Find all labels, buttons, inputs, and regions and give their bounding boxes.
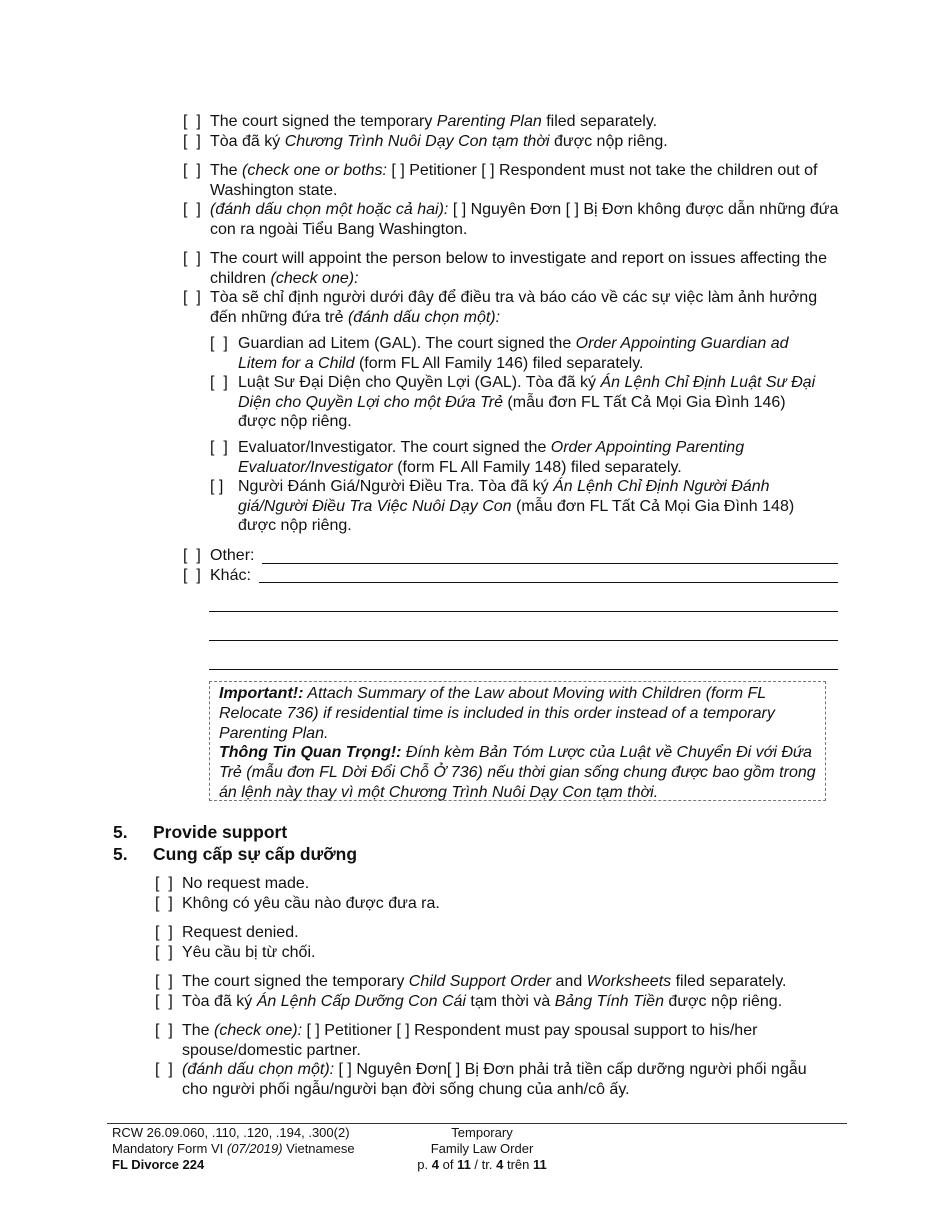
washington-option-en[interactable] — [183, 161, 843, 200]
option-instruction: (check one): — [270, 269, 359, 287]
footer-form-version: Mandatory Form VI (07/2019) Vietnamese — [112, 1141, 355, 1156]
footer-center — [392, 1125, 572, 1173]
option-text: and — [551, 973, 587, 990]
checkbox[interactable]: [ ] — [210, 335, 228, 352]
gal-option-en[interactable] — [210, 334, 822, 373]
option-text: The — [182, 1022, 215, 1039]
gal-option-vi[interactable] — [210, 373, 822, 432]
checkbox[interactable]: [ ] — [155, 1022, 173, 1039]
other-option-en[interactable] — [183, 546, 263, 566]
option-text: Người Đánh Giá/Người Điều Tra. Tòa đã ký — [238, 478, 554, 495]
blank-fill-line[interactable] — [209, 611, 838, 612]
option-text: [ ] Nguyên Đơn [ ] Bị Đơn không được dẫn những đứa con ra ngoài Tiểu Bang Washington. — [210, 201, 839, 238]
other-fill-line[interactable] — [259, 582, 838, 583]
option-instruction: (đánh dấu chọn một): — [182, 1061, 335, 1078]
appoint-option-en[interactable] — [183, 249, 843, 288]
request-denied-option-en[interactable] — [155, 923, 835, 943]
option-form-name: Chương Trình Nuôi Dạy Con tạm thời — [284, 133, 550, 150]
option-text: tạm thời và — [465, 993, 555, 1010]
option-text: Không có yêu cầu nào được đưa ra. — [182, 895, 440, 912]
footer-form-id: FL Divorce 224 — [112, 1157, 205, 1172]
checkbox[interactable]: [ ] — [210, 478, 224, 495]
section-title: Provide support — [153, 822, 288, 842]
section-title: Cung cấp sự cấp dưỡng — [153, 844, 358, 864]
section-number: 5. — [113, 822, 128, 842]
checkbox[interactable]: [ ] — [183, 113, 201, 130]
footer-rcw: RCW 26.09.060, .110, .120, .194, .300(2) — [112, 1125, 350, 1140]
checkbox[interactable]: [ ] — [183, 250, 201, 267]
option-text: The court signed the temporary — [182, 973, 409, 990]
option-instruction: (đánh dấu chọn một): — [347, 308, 501, 326]
checkbox[interactable]: [ ] — [210, 374, 228, 391]
request-denied-option-vi[interactable] — [155, 943, 835, 963]
option-instruction: (check one): — [214, 1022, 303, 1039]
notice-text: Attach Summary of the Law about Moving with Children (form FL Relocate 736) if residential time is included in this order instead of a temporary Parenting Plan. — [219, 685, 775, 742]
option-text: The — [210, 162, 243, 179]
option-text: Guardian ad Litem (GAL). The court signed the — [238, 335, 576, 352]
evaluator-option-en[interactable] — [210, 438, 822, 477]
option-instruction: (check one or boths: — [242, 162, 387, 179]
checkbox[interactable]: [ ] — [183, 162, 201, 179]
important-notice-box — [209, 681, 826, 801]
evaluator-option-vi[interactable] — [210, 477, 826, 536]
checkbox[interactable]: [ ] — [155, 1061, 173, 1078]
option-instruction: (đánh dấu chọn một hoặc cả hai): — [210, 201, 449, 218]
option-text: Request denied. — [182, 924, 299, 941]
notice-label: Important!: — [219, 685, 304, 702]
option-form-name: Order Appointing Guardian ad Litem for a Child — [238, 335, 789, 372]
checkbox[interactable]: [ ] — [183, 289, 201, 306]
option-text: Tòa sẽ chỉ định người dưới đây để điều tra và báo cáo về các sự việc làm ảnh hưởng đến những đứa trẻ — [210, 289, 818, 326]
section-heading-en — [113, 822, 287, 843]
parenting-plan-option-en[interactable] — [183, 112, 843, 132]
option-text: Tòa đã ký — [182, 993, 257, 1010]
option-text: Khác: — [210, 567, 251, 584]
option-form-name: Án Lệnh Chỉ Định Luật Sư Đại Diện cho Quyền Lợi cho một Đứa Trẻ — [238, 374, 816, 411]
footer-left — [112, 1125, 402, 1173]
blank-fill-line[interactable] — [209, 669, 838, 670]
checkbox[interactable]: [ ] — [155, 875, 173, 892]
other-option-vi[interactable] — [183, 566, 263, 586]
parenting-plan-option-vi[interactable] — [183, 132, 843, 152]
option-text: No request made. — [182, 875, 310, 892]
option-form-name: Bảng Tính Tiền — [554, 993, 664, 1010]
no-request-option-vi[interactable] — [155, 894, 835, 914]
option-text: [ ] Petitioner [ ] Respondent must not take the children out of Washington state. — [210, 162, 818, 199]
option-text: (mẫu đơn FL Tất Cả Mọi Gia Đình 146) được nộp riêng. — [238, 393, 786, 430]
checkbox[interactable]: [ ] — [183, 201, 201, 218]
option-text: được nộp riêng. — [549, 133, 668, 150]
option-text: được nộp riêng. — [663, 993, 783, 1010]
other-fill-line[interactable] — [262, 563, 838, 564]
checkbox[interactable]: [ ] — [155, 924, 173, 941]
notice-text: Đính kèm Bản Tóm Lược của Luật về Chuyển Đi với Đứa Trẻ (mẫu đơn FL Dời Đổi Chỗ Ở 736) nếu thời gian sống chung được bao gồm trong án lệnh này thay vì một Chương Trình Nuôi Dạy Con tạm thời. — [219, 744, 816, 801]
footer-divider — [107, 1123, 847, 1124]
footer-page-number: p. 4 of 11 / tr. 4 trên 11 — [417, 1157, 547, 1172]
option-text: Yêu cầu bị từ chối. — [182, 944, 316, 961]
checkbox[interactable]: [ ] — [183, 547, 201, 564]
section-number: 5. — [113, 844, 128, 864]
option-text: [ ] Petitioner [ ] Respondent must pay spousal support to his/her spouse/domestic partner. — [182, 1022, 758, 1059]
checkbox[interactable]: [ ] — [183, 133, 201, 150]
checkbox[interactable]: [ ] — [155, 895, 173, 912]
checkbox[interactable]: [ ] — [155, 944, 173, 961]
checkbox[interactable]: [ ] — [155, 993, 173, 1010]
option-text: [ ] Nguyên Đơn[ ] Bị Đơn phải trả tiền cấp dưỡng người phối ngẫu cho người phối ngẫu/người bạn đời sống chung của anh/cô ấy. — [182, 1061, 807, 1098]
spousal-support-option-vi[interactable] — [155, 1060, 825, 1099]
checkbox[interactable]: [ ] — [210, 439, 228, 456]
option-text: filed separately. — [541, 113, 658, 130]
option-form-name: Worksheets — [586, 973, 672, 990]
option-text: The court will appoint the person below to investigate and report on issues affecting the children — [210, 250, 827, 287]
option-form-name: Order Appointing Parenting Evaluator/Investigator — [238, 439, 745, 476]
option-text: Other: — [210, 547, 255, 564]
option-form-name: Án Lệnh Chỉ Định Người Đánh giá/Người Điều Tra Việc Nuôi Dạy Con — [238, 478, 770, 515]
section-heading-vi — [113, 844, 357, 865]
option-text: (form FL All Family 146) filed separately. — [354, 354, 644, 372]
footer-title-line2: Family Law Order — [430, 1141, 534, 1156]
option-form-name: Child Support Order — [408, 973, 552, 990]
option-text: The court signed the temporary — [210, 113, 437, 130]
no-request-option-en[interactable] — [155, 874, 835, 894]
option-text: Evaluator/Investigator. The court signed the — [238, 439, 551, 456]
option-text: filed separately. — [671, 973, 787, 990]
notice-vi — [219, 743, 816, 802]
footer-title-line1: Temporary — [451, 1125, 513, 1140]
option-text: (mẫu đơn FL Tất Cả Mọi Gia Đình 148) được nộp riêng. — [238, 497, 795, 534]
option-text: Tòa đã ký — [210, 133, 285, 150]
option-text: (form FL All Family 148) filed separately. — [392, 458, 682, 476]
blank-fill-line[interactable] — [209, 640, 838, 641]
washington-option-vi[interactable] — [183, 200, 843, 239]
option-form-name: Án Lệnh Cấp Dưỡng Con Cái — [256, 993, 466, 1010]
option-form-name: Parenting Plan — [436, 113, 542, 130]
option-text: Luật Sư Đại Diện cho Quyền Lợi (GAL). Tòa đã ký — [238, 374, 601, 391]
child-support-option-en[interactable] — [155, 972, 845, 992]
checkbox[interactable]: [ ] — [155, 973, 173, 990]
child-support-option-vi[interactable] — [155, 992, 845, 1012]
notice-label: Thông Tin Quan Trọng!: — [219, 744, 402, 762]
notice-en — [219, 684, 816, 743]
spousal-support-option-en[interactable] — [155, 1021, 825, 1060]
checkbox[interactable]: [ ] — [183, 567, 201, 584]
appoint-option-vi[interactable] — [183, 288, 843, 327]
